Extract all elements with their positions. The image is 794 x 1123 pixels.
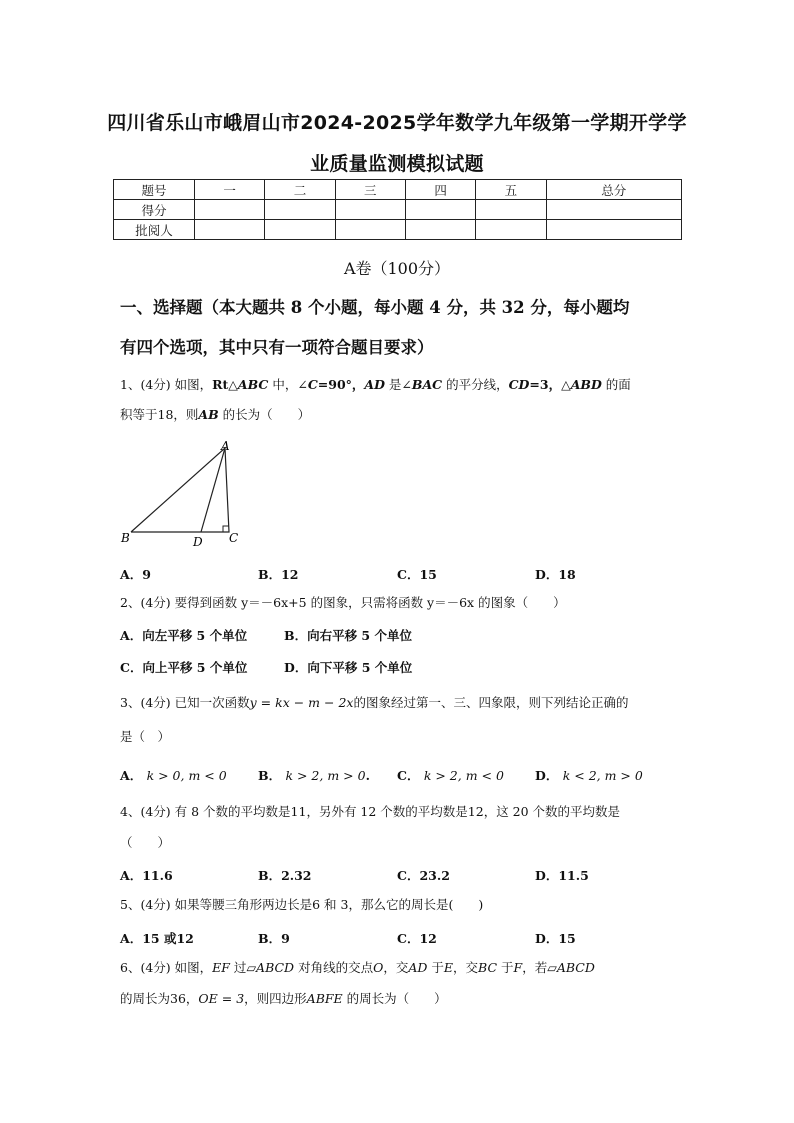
score-cell[interactable] [546,200,681,220]
q1-mid3: 的平分线， [442,377,509,392]
reviewer-cell[interactable] [476,220,546,240]
q1-ad: AD [364,377,385,392]
score-table-header-row [114,180,682,200]
q6-ad: AD [408,960,428,975]
q3-option-c-label: C． [397,768,420,783]
q2-option-a[interactable]: A．向左平移 5 个单位 [120,628,248,643]
q1-bac: BAC [411,377,443,392]
q6-mid6: 于 [497,960,514,975]
q5-option-d[interactable]: D．15 [535,931,576,946]
q4-option-a[interactable]: A．11.6 [120,868,173,883]
q1-line2a: 积等于18，则 [120,407,199,422]
header-cell: 题号 [114,180,195,200]
reviewer-row [114,220,682,240]
header-cell: 一 [195,180,265,200]
exam-title-line2: 业质量监测模拟试题 [310,153,484,175]
q1-triangle-figure [115,436,255,548]
reviewer-cell[interactable] [195,220,265,240]
part1-heading-line1: 一、选择题（本大题共 8 个小题，每小题 4 分，共 32 分，每小题均 [120,298,630,317]
q1-eq90: =90°， [317,377,365,392]
q1-prefix: 1、(4分) 如图， [120,377,213,392]
q1-ab: AB [198,407,219,422]
header-cell: 三 [335,180,405,200]
exam-title-line1: 四川省乐山市峨眉山市2024-2025学年数学九年级第一学期开学学 [107,112,687,134]
header-cell: 五 [476,180,546,200]
q3-formula: y = kx − m − 2x [249,695,354,710]
q6-o: O [373,960,384,975]
q1-option-b[interactable]: B．12 [258,567,299,582]
q5-option-b[interactable]: B．9 [258,931,290,946]
q3-option-d-math: k < 2, m > 0 [562,768,643,783]
q3-option-b-label: B． [258,768,282,783]
q3-option-c[interactable] [397,766,504,784]
q1-mid2: 是∠ [384,377,412,392]
question-3-line1 [120,688,685,718]
q1-option-a[interactable]: A．9 [120,567,151,582]
score-row [114,200,682,220]
q2-option-b[interactable]: B．向右平移 5 个单位 [284,628,412,643]
score-cell[interactable] [195,200,265,220]
question-6-line1 [120,953,685,983]
question-4-line2: （ ） [120,835,171,850]
q1-abc: ABC [237,377,269,392]
q1-tail: 的面 [601,377,631,392]
row-label: 得分 [114,200,195,220]
q2-option-d[interactable]: D．向下平移 5 个单位 [284,660,413,675]
label-d: D [193,535,203,548]
triangle-abc [131,448,229,532]
q1-cd: CD [508,377,530,392]
q3-option-b-dot: . [365,768,370,783]
q6-prefix: 6、(4分) 如图， [120,960,213,975]
q6-oe: OE = 3 [198,991,245,1006]
label-b: B [121,531,130,545]
q1-line2b: 的长为（ ） [218,407,311,422]
q6-ef: EF [212,960,230,975]
reviewer-cell[interactable] [405,220,475,240]
label-c: C [229,531,239,545]
q4-option-c[interactable]: C．23.2 [397,868,450,883]
q6-mid5: ，交 [453,960,479,975]
q5-option-c[interactable]: C．12 [397,931,437,946]
q6-line2a: 的周长为36， [120,991,199,1006]
q4-option-d[interactable]: D．11.5 [535,868,589,883]
q6-line2c: 的周长为（ ） [342,991,447,1006]
q6-mid7: ，若 [522,960,548,975]
q3-option-b[interactable] [258,766,370,784]
q6-line2b: ，则四边形 [244,991,307,1006]
q3-option-d[interactable] [535,766,643,784]
q6-parallelogram-1: ▱ABCD [246,960,295,975]
q1-abd: ABD [570,377,602,392]
question-4-line1: 4、(4分) 有 8 个数的平均数是11，另外有 12 个数的平均数是12，这 20 个数的平均数是 [120,804,621,819]
row-label: 批阅人 [114,220,195,240]
score-cell[interactable] [405,200,475,220]
q1-option-c[interactable]: C．15 [397,567,437,582]
q6-mid2: 对角线的交点 [294,960,374,975]
q2-option-c[interactable]: C．向上平移 5 个单位 [120,660,248,675]
question-2: 2、(4分) 要得到函数 y＝－6x+5 的图象，只需将函数 y＝－6x 的图象（ ） [120,595,566,610]
q6-f: F [513,960,523,975]
question-6-line2 [120,984,685,1014]
q6-bc: BC [478,960,498,975]
q3-option-a[interactable] [120,766,227,784]
question-5: 5、(4分) 如果等腰三角形两边长是6 和 3，那么它的周长是( ) [120,897,484,912]
score-table [113,179,682,240]
question-3-line2: 是（ ） [120,729,171,744]
q3-prefix: 3、(4分) 已知一次函数 [120,695,250,710]
header-cell: 二 [265,180,335,200]
q3-tail: 的图象经过第一、三、四象限，则下列结论正确的 [353,695,629,710]
q1-eq3: =3，△ [529,377,571,392]
q6-parallelogram-2: ▱ABCD [547,960,595,975]
segment-ad [201,448,225,532]
q6-e: E [443,960,454,975]
score-cell[interactable] [476,200,546,220]
score-cell[interactable] [335,200,405,220]
q1-c: C [307,377,318,392]
section-a-heading: A卷（100分） [343,259,451,278]
reviewer-cell[interactable] [335,220,405,240]
score-cell[interactable] [265,200,335,220]
question-1-line2 [120,400,685,430]
part1-heading-line2: 有四个选项，其中只有一项符合题目要求） [120,338,434,357]
reviewer-cell[interactable] [546,220,681,240]
q3-option-d-label: D． [535,768,559,783]
reviewer-cell[interactable] [265,220,335,240]
q6-mid1: 过 [229,960,247,975]
q3-option-a-math: k > 0, m < 0 [146,768,227,783]
header-cell: 总分 [546,180,681,200]
label-a: A [221,439,230,453]
q1-rt: Rt△ [212,377,238,392]
header-cell: 四 [405,180,475,200]
q1-mid1: 中，∠ [268,377,308,392]
q4-option-b[interactable]: B．2.32 [258,868,312,883]
q3-option-c-math: k > 2, m < 0 [423,768,504,783]
q6-mid3: ，交 [383,960,409,975]
q6-mid4: 于 [427,960,444,975]
q1-option-d[interactable]: D．18 [535,567,576,582]
q5-option-a[interactable]: A．15 或12 [120,931,194,946]
q3-option-a-label: A． [120,768,143,783]
q6-abfe: ABFE [306,991,343,1006]
question-1-line1 [120,370,685,400]
q3-option-b-math: k > 2, m > 0 [285,768,366,783]
